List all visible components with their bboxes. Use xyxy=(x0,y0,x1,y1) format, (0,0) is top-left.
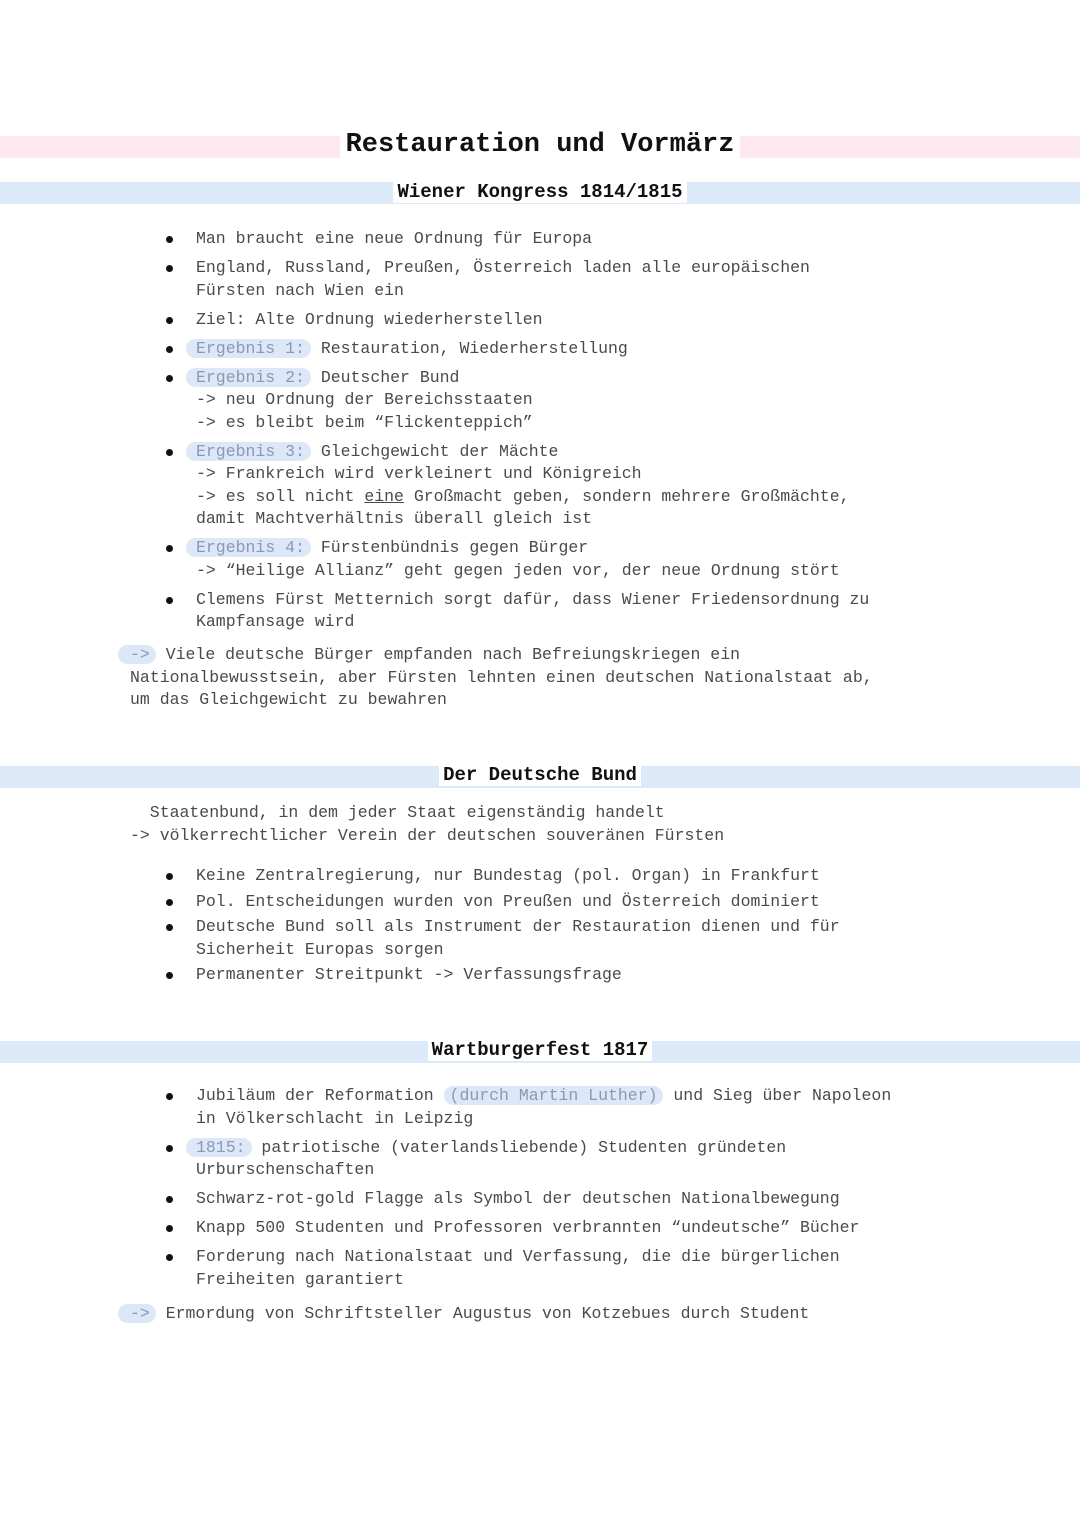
list-item-text: Urburschenschaften xyxy=(196,1160,375,1179)
list-item-text: Gleichgewicht der Mächte xyxy=(310,441,559,461)
section-heading-wartburg-text: Wartburgerfest 1817 xyxy=(428,1039,653,1061)
bund-list xyxy=(162,865,962,990)
list-item-subline: -> es soll nicht xyxy=(196,486,365,506)
list-item-text: Deutsche Bund soll als Instrument der Restauration dienen und für xyxy=(196,917,840,936)
list-item-text: in Völkerschlacht in Leipzig xyxy=(196,1108,474,1128)
list-item xyxy=(162,257,962,302)
list-item-text: Kampfansage wird xyxy=(196,612,355,631)
list-item-text: Man braucht eine neue Ordnung für Europa xyxy=(196,229,593,248)
list-item-subline: -> Frankreich wird verkleinert und Königreich xyxy=(196,464,642,483)
list-item-text: Fürsten nach Wien ein xyxy=(196,280,404,300)
highlight-label: 1815: xyxy=(186,1138,252,1157)
list-item xyxy=(162,916,962,961)
section-heading-wartburg xyxy=(0,1039,1080,1061)
list-item-text: England, Russland, Preußen, Österreich laden alle europäischen xyxy=(196,258,810,277)
list-item-text: Deutscher Bund xyxy=(310,367,460,387)
wartburg-conclusion xyxy=(130,1303,990,1326)
highlight-label: Ergebnis 4: xyxy=(186,538,311,557)
page-title xyxy=(0,130,1080,160)
conclusion-text: Nationalbewusstsein, aber Fürsten lehnten einen deutschen Nationalstaat ab, xyxy=(130,667,873,687)
conclusion-text: um das Gleichgewicht zu bewahren xyxy=(130,690,447,709)
highlight-label: Ergebnis 2: xyxy=(186,368,311,387)
list-item xyxy=(162,367,962,435)
list-item-subline: Großmacht geben, sondern mehrere Großmächte, xyxy=(403,486,850,506)
list-item xyxy=(162,1217,962,1240)
list-item xyxy=(162,537,962,582)
list-item-text: Fürstenbündnis gegen Bürger xyxy=(310,538,589,557)
list-item-text: Pol. Entscheidungen wurden von Preußen und Österreich dominiert xyxy=(196,891,820,911)
conclusion-text: Ermordung von Schriftsteller Augustus von Kotzebues durch Student xyxy=(155,1304,810,1323)
highlight-label: Ergebnis 3: xyxy=(186,442,311,461)
wartburg-list xyxy=(162,1085,962,1298)
list-item xyxy=(162,338,962,361)
list-item xyxy=(162,441,962,531)
section-heading-bund xyxy=(0,764,1080,786)
intro-text: Staatenbund, in dem jeder Staat eigenständig handelt xyxy=(130,803,665,822)
arrow-marker: -> xyxy=(118,645,156,664)
list-item-subline: damit Machtverhältnis überall gleich ist xyxy=(196,509,593,528)
list-item xyxy=(162,1137,962,1182)
section-heading-bund-text: Der Deutsche Bund xyxy=(439,764,641,786)
underlined-word: eine xyxy=(364,486,404,506)
list-item-text: Clemens Fürst Metternich sorgt dafür, dass Wiener Friedensordnung zu xyxy=(196,589,870,609)
list-item xyxy=(162,589,962,634)
list-item xyxy=(162,964,962,987)
list-item-text: Ziel: Alte Ordnung wiederherstellen xyxy=(196,309,543,329)
list-item-subline: -> “Heilige Allianz” geht gegen jeden vor, der neue Ordnung stört xyxy=(196,560,840,580)
highlight-label: Ergebnis 1: xyxy=(186,339,311,358)
bund-intro xyxy=(130,802,990,847)
list-item-text: Schwarz-rot-gold Flagge als Symbol der deutschen Nationalbewegung xyxy=(196,1189,840,1208)
list-item-text: Freiheiten garantiert xyxy=(196,1269,404,1289)
list-item-text: Permanenter Streitpunkt -> Verfassungsfrage xyxy=(196,965,622,984)
list-item xyxy=(162,891,962,914)
list-item-text: und Sieg über Napoleon xyxy=(663,1086,892,1105)
list-item-text: Keine Zentralregierung, nur Bundestag (pol. Organ) in Frankfurt xyxy=(196,866,820,885)
list-item xyxy=(162,1085,962,1130)
list-item-text: Forderung nach Nationalstaat und Verfassung, die die bürgerlichen xyxy=(196,1247,840,1266)
page-title-text: Restauration und Vormärz xyxy=(340,130,741,160)
list-item xyxy=(162,1188,962,1211)
highlight-text: (durch Martin Luther) xyxy=(444,1086,664,1105)
section-heading-wiener-text: Wiener Kongress 1814/1815 xyxy=(393,181,686,203)
section-heading-wiener xyxy=(0,181,1080,203)
list-item-text: Jubiläum der Reformation xyxy=(196,1086,444,1105)
list-item-subline: -> es bleibt beim “Flickenteppich” xyxy=(196,412,533,432)
list-item xyxy=(162,228,962,251)
list-item-text: Knapp 500 Studenten und Professoren verbrannten “undeutsche” Bücher xyxy=(196,1218,860,1237)
list-item-text: Sicherheit Europas sorgen xyxy=(196,939,444,959)
list-item xyxy=(162,309,962,332)
list-item xyxy=(162,865,962,888)
list-item-text: patriotische (vaterlandsliebende) Studenten gründeten xyxy=(251,1137,787,1157)
arrow-marker: -> xyxy=(118,1304,156,1323)
list-item xyxy=(162,1246,962,1291)
list-item-text: Restauration, Wiederherstellung xyxy=(310,338,628,358)
intro-text: -> völkerrechtlicher Verein der deutschen souveränen Fürsten xyxy=(130,825,725,845)
wiener-conclusion xyxy=(130,644,990,712)
wiener-list xyxy=(162,228,962,640)
list-item-subline: -> neu Ordnung der Bereichsstaaten xyxy=(196,390,533,409)
conclusion-text: Viele deutsche Bürger empfanden nach Befreiungskriegen ein xyxy=(155,645,741,664)
